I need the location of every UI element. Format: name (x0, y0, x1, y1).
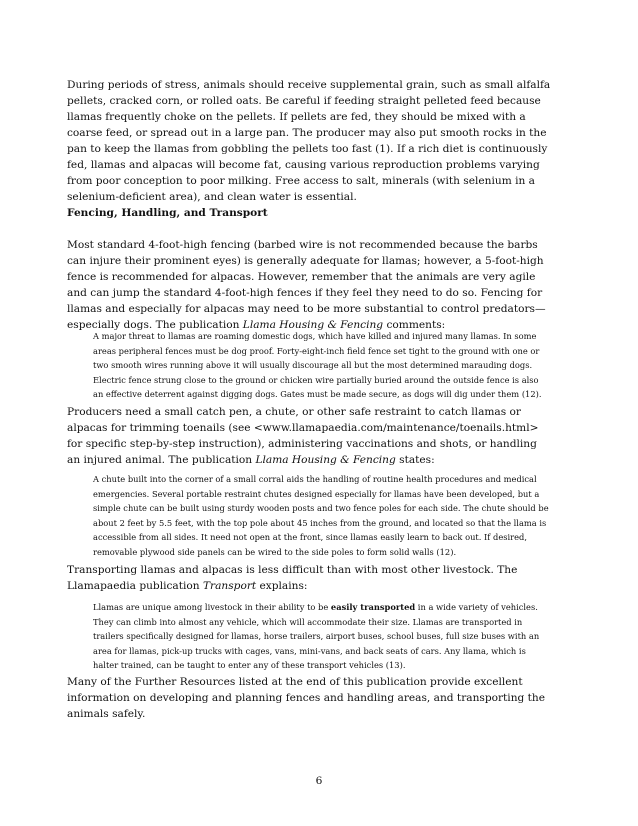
page-number: 6 (315, 775, 323, 787)
quote-transport (93, 600, 551, 673)
paragraph-handling-text: Producers need a small catch pen, a chute, or other safe restraint to catch llamas or alpacas for trimming toenails (see <www.llamapaedia.com/maintenance/toenails.html> for specific step-by-step instruction), administering vaccinations and shots, or handling an injured animal. The publication (67, 406, 539, 466)
paragraph-fencing (67, 237, 552, 333)
paragraph-feeding: During periods of stress, animals should receive supplemental grain, such as small alfalfa pellets, cracked corn, or rolled oats. Be careful if feeding straight pelleted feed because llamas frequently choke on the pellets. If pellets are fed, they should be mixed with a coarse feed, or spread out in a large pan. The producer may also put smooth rocks in the pan to keep the llamas from gobbling the pellets too fast (1). If a rich diet is continuously fed, llamas and alpacas will become fat, causing various reproduction problems varying from poor conception to poor milking. Free access to salt, minerals (with selenium in a selenium-deficient area), and clean water is essential. (67, 79, 551, 203)
paragraph-fencing-end: comments: (383, 319, 446, 331)
quote-fencing: A major threat to llamas are roaming domestic dogs, which have killed and injured many llamas. In some areas peripheral fences must be dog proof. Forty-eight-inch field fence set tight to the ground with one or two smooth wires running above it will usually discourage all but the most determined marauding dogs. Electric fence strung close to the ground or chicken wire partially buried around the outside fence is also an effective deterrent against digging dogs. Gates must be made secure, as dogs will dig under them (12). (93, 331, 542, 400)
publication-title: Llama Housing & Fencing (255, 454, 396, 466)
paragraph-transport-text: Transporting llamas and alpacas is less difficult than with most other livestock. The Llamapaedia publication (67, 564, 518, 592)
paragraph-transport (67, 562, 552, 594)
paragraph-handling-end: states: (395, 454, 435, 466)
quote-transport-start: Llamas are unique among livestock in their ability to be (93, 602, 331, 612)
paragraph-handling (67, 404, 552, 468)
paragraph-fencing-text: Most standard 4-foot-high fencing (barbed wire is not recommended because the barbs can injure their prominent eyes) is generally adequate for llamas; however, a 5-foot-high fence is recommended for alpacas. However, remember that the animals are very agile and can jump the standard 4-foot-high fences if they feel they need to do so. Fencing for llamas and especially for alpacas may need to be more substantial to control predators—especially dogs. The publication (67, 239, 546, 331)
quote-chute: A chute built into the corner of a small corral aids the handling of routine health procedures and medical emergencies. Several portable restraint chutes designed especially for llamas have been developed, but a simple chute can be built using sturdy wooden posts and two fence poles for each side. The chute should be about 2 feet by 5.5 feet, with the top pole about 45 inches from the ground, and located so that the llama is accessible from all sides. It need not open at the front, since llamas easily learn to back out. If desired, removable plywood side panels can be wired to the side poles to form solid walls (12). (93, 474, 549, 557)
publication-title: Llama Housing & Fencing (242, 319, 384, 331)
quote-transport-bold: easily transported (330, 602, 416, 612)
paragraph-resources: Many of the Further Resources listed at the end of this publication provide excellent information on developing and planning fences and handling areas, and transporting the animals safely. (67, 676, 546, 720)
publication-title: Transport (202, 580, 257, 592)
paragraph-transport-end: explains: (256, 580, 308, 592)
quote-transport-end: in a wide variety of vehicles. They can climb into almost any vehicle, which will accommodate their size. Llamas are transported in trailers specifically designed for llamas, horse trailers, airport buses, school buses, full size buses with an area for llamas, pick-up trucks with cages, vans, mini-vans, and back seats of cars. Any llama, which is halter trained, can be taught to enter any of these transport vehicles (13). (93, 602, 540, 671)
section-heading: Fencing, Handling, and Transport (67, 207, 268, 219)
